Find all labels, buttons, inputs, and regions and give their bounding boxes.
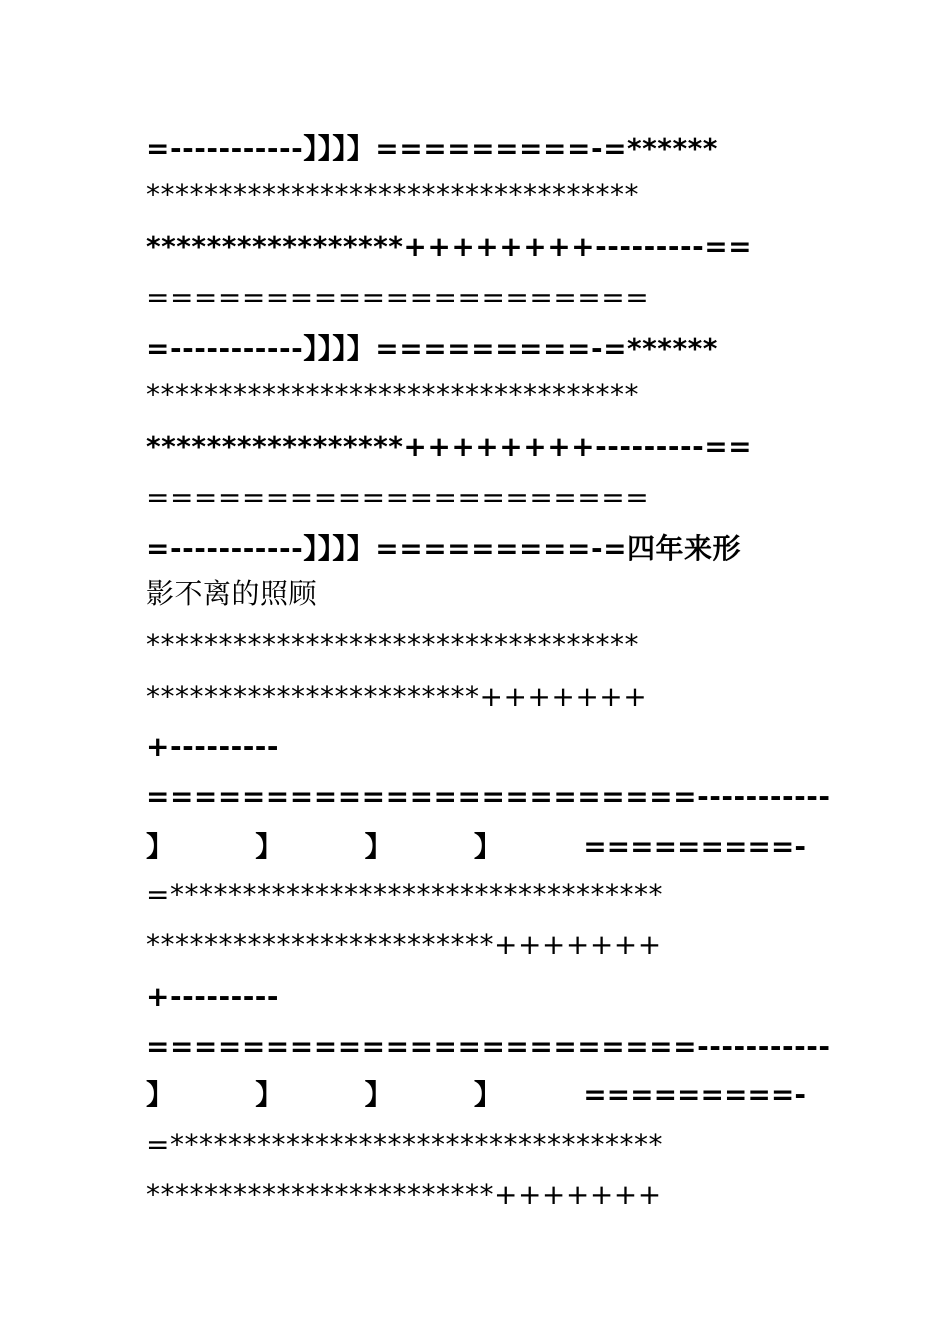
bracket-glyph: 】 xyxy=(364,1078,393,1111)
bracket-glyph: 】 xyxy=(146,1078,175,1111)
spread-row xyxy=(146,1075,806,1115)
text-line: =======================----------- xyxy=(146,1030,831,1063)
text-line: ************************+++++++ xyxy=(146,1178,662,1211)
text-line: =********************************** xyxy=(146,1128,663,1161)
text-line: =-----------】】】】=========-=****** xyxy=(146,132,718,165)
equals-run: =========- xyxy=(583,1078,806,1111)
bracket-glyph: 】 xyxy=(473,1078,502,1111)
bracket-glyph: 】 xyxy=(255,1078,284,1111)
bracket-glyph: 】 xyxy=(146,830,175,863)
text-line: =********************************** xyxy=(146,878,663,911)
equals-run: =========- xyxy=(583,830,806,863)
spread-row xyxy=(146,827,806,867)
text-line: ********************************** xyxy=(146,178,639,211)
bracket-glyph: 】 xyxy=(364,830,393,863)
text-line: ===================== xyxy=(146,481,650,514)
text-line: =======================----------- xyxy=(146,780,831,813)
text-line: ********************************** xyxy=(146,628,639,661)
bracket-glyph: 】 xyxy=(473,830,502,863)
text-line: ***********************+++++++ xyxy=(146,680,648,713)
text-line: =-----------】】】】=========-=****** xyxy=(146,332,718,365)
text-line: *****************++++++++---------== xyxy=(146,230,753,263)
text-line: 影不离的照顾 xyxy=(146,577,318,610)
text-line: +--------- xyxy=(146,980,280,1013)
text-line: ===================== xyxy=(146,281,650,314)
text-line: ************************+++++++ xyxy=(146,928,662,961)
text-line: =-----------】】】】=========-=四年来形 xyxy=(146,532,742,565)
text-line: *****************++++++++---------== xyxy=(146,430,753,463)
text-line: ********************************** xyxy=(146,378,639,411)
bracket-glyph: 】 xyxy=(255,830,284,863)
text-line: +--------- xyxy=(146,730,280,763)
